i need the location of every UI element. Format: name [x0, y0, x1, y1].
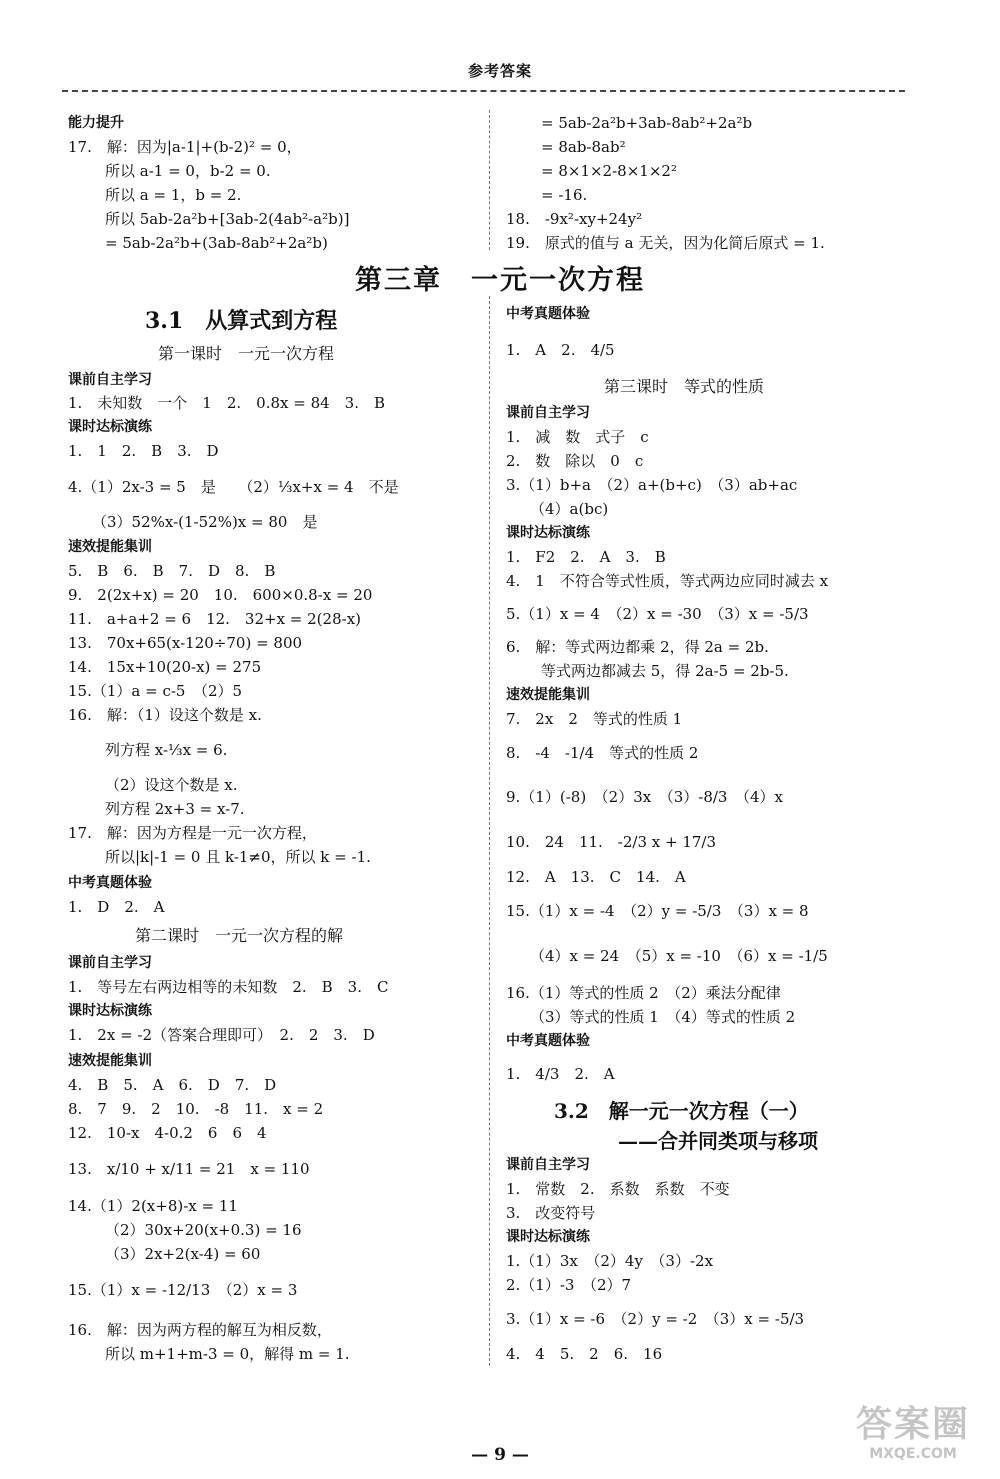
section-heading: 课前自主学习 — [506, 405, 590, 421]
answer-line: 1. D 2. A — [68, 898, 165, 916]
answer-line: 12. 10-x 4-0.2 6 6 4 — [68, 1124, 267, 1142]
answer-line: 12. A 13. C 14. A — [506, 868, 686, 886]
answer-line: 14.（1）2(x+8)-x = 11 — [68, 1197, 238, 1215]
answer-line: 所以 5ab-2a²b+[3ab-2(4ab²-a²b)] — [105, 210, 350, 228]
answer-line: 4. 1 不符合等式性质，等式两边应同时减去 x — [506, 572, 829, 590]
answer-line: 11. a+a+2 = 6 12. 32+x = 2(28-x) — [68, 610, 362, 628]
lesson-title: 3.1 从算式到方程 — [145, 308, 338, 334]
answer-line: 17. 解：因为|a-1|+(b-2)² = 0， — [68, 138, 302, 156]
answer-line: 1. 等号左右两边相等的未知数 2. B 3. C — [68, 978, 389, 996]
watermark-text: 答案圈 — [855, 1404, 970, 1445]
answer-line: 4. B 5. A 6. D 7. D — [68, 1076, 277, 1094]
answer-line: 列方程 x-⅓x = 6. — [105, 741, 228, 759]
answer-line: 1.（1）3x （2）4y （3）-2x — [506, 1252, 714, 1270]
section-heading: 中考真题体验 — [506, 1033, 590, 1049]
answer-line: 列方程 2x+3 = x-7. — [105, 800, 245, 818]
answer-line: 17. 解：因为方程是一元一次方程， — [68, 824, 317, 842]
answer-line: 2. 数 除以 0 c — [506, 452, 644, 470]
column-divider — [489, 296, 490, 1366]
column-divider-top — [489, 110, 490, 250]
section-heading: 速效提能集训 — [506, 687, 590, 703]
answer-line: 8. -4 -1/4 等式的性质 2 — [506, 744, 699, 762]
answer-line: 1. F2 2. A 3. B — [506, 548, 666, 566]
lesson-title: ——合并同类项与移项 — [618, 1129, 818, 1153]
page-number: — 9 — — [471, 1445, 529, 1465]
answer-line: = -16. — [541, 186, 588, 204]
answer-line: 1. 减 数 式子 c — [506, 428, 649, 446]
watermark-site: MXQE.COM — [869, 1446, 957, 1462]
section-heading: 中考真题体验 — [506, 306, 590, 322]
answer-line: 1. 常数 2. 系数 系数 不变 — [506, 1180, 730, 1198]
watermark-logo — [838, 1405, 988, 1469]
answer-line: 5.（1）x = 4 （2）x = -30 （3）x = -5/3 — [506, 605, 809, 623]
page-header: 参考答案 — [467, 62, 532, 80]
answer-line: 所以|k|-1 = 0 且 k-1≠0，所以 k = -1. — [105, 848, 371, 866]
answer-line: = 5ab-2a²b+3ab-8ab²+2a²b — [541, 114, 753, 132]
answer-line: 6. 解：等式两边都乘 2，得 2a = 2b. — [506, 638, 769, 656]
answer-line: 所以 a-1 = 0，b-2 = 0. — [105, 162, 271, 180]
answer-line: （3）2x+2(x-4) = 60 — [105, 1245, 261, 1263]
lesson-title: 第二课时 一元一次方程的解 — [135, 926, 344, 945]
answer-line: 16. 解：因为两方程的解互为相反数， — [68, 1321, 332, 1339]
answer-line: = 8×1×2-8×1×2² — [541, 162, 677, 180]
section-heading: 课时达标演练 — [506, 525, 590, 541]
answer-line: 等式两边都减去 5，得 2a-5 = 2b-5. — [541, 662, 789, 680]
answer-line: 1. 未知数 一个 1 2. 0.8x = 84 3. B — [68, 394, 386, 412]
answer-line: = 5ab-2a²b+(3ab-8ab²+2a²b) — [105, 234, 328, 252]
lesson-title: 第三课时 等式的性质 — [604, 377, 765, 396]
answer-line: 1. A 2. 4/5 — [506, 341, 615, 359]
answer-line: 16. 解：（1）设这个数是 x. — [68, 706, 262, 724]
section-heading: 速效提能集训 — [68, 1053, 152, 1069]
answer-line: 3.（1）b+a （2）a+(b+c) （3）ab+ac — [506, 476, 798, 494]
answer-line: 所以 m+1+m-3 = 0，解得 m = 1. — [105, 1345, 350, 1363]
section-heading: 课时达标演练 — [68, 419, 152, 435]
answer-line: 1. 4/3 2. A — [506, 1065, 615, 1083]
answer-line: （3）等式的性质 1 （4）等式的性质 2 — [530, 1008, 796, 1026]
answer-line: 13. 70x+65(x-120÷70) = 800 — [68, 634, 303, 652]
section-heading: 课时达标演练 — [68, 1003, 152, 1019]
section-heading: 课前自主学习 — [68, 955, 152, 971]
lesson-title: 第一课时 一元一次方程 — [158, 344, 335, 363]
answer-line: （2）30x+20(x+0.3) = 16 — [105, 1221, 302, 1239]
answer-line: 1. 1 2. B 3. D — [68, 442, 219, 460]
answer-line: 19. 原式的值与 a 无关，因为化简后原式 = 1. — [506, 234, 825, 252]
answer-line: 15.（1）x = -4 （2）y = -5/3 （3）x = 8 — [506, 902, 809, 920]
section-heading: 中考真题体验 — [68, 875, 152, 891]
answer-line: 4.（1）2x-3 = 5 是 （2）⅓x+x = 4 不是 — [68, 478, 399, 496]
answer-line: 15.（1）x = -12/13 （2）x = 3 — [68, 1281, 298, 1299]
answer-line: （3）52%x-(1-52%)x = 80 是 — [92, 513, 318, 531]
section-heading: 能力提升 — [68, 115, 124, 131]
answer-line: （4）a(bc) — [530, 500, 609, 518]
answer-line: 7. 2x 2 等式的性质 1 — [506, 710, 683, 728]
answer-line: 1. 2x = -2（答案合理即可） 2. 2 3. D — [68, 1026, 375, 1044]
section-heading: 速效提能集训 — [68, 539, 152, 555]
answer-line: 3. 改变符号 — [506, 1204, 596, 1222]
answer-line: 18. -9x²-xy+24y² — [506, 210, 643, 228]
answer-line: = 8ab-8ab² — [541, 138, 626, 156]
answer-line: 5. B 6. B 7. D 8. B — [68, 562, 276, 580]
answer-line: 4. 4 5. 2 6. 16 — [506, 1345, 663, 1363]
lesson-title: 3.2 解一元一次方程（一） — [554, 1099, 809, 1123]
answer-line: 15.（1）a = c-5 （2）5 — [68, 682, 243, 700]
answer-line: 13. x/10 + x/11 = 21 x = 110 — [68, 1160, 310, 1178]
section-heading: 课时达标演练 — [506, 1229, 590, 1245]
answer-line: 9.（1）(-8) （2）3x （3）-8/3 （4）x — [506, 788, 783, 806]
answer-line: 9. 2(2x+x) = 20 10. 600×0.8-x = 20 — [68, 586, 373, 604]
section-heading: 课前自主学习 — [68, 372, 152, 388]
answer-line: 3.（1）x = -6 （2）y = -2 （3）x = -5/3 — [506, 1310, 805, 1328]
chapter-title: 第三章 一元一次方程 — [355, 265, 645, 296]
answer-line: 14. 15x+10(20-x) = 275 — [68, 658, 262, 676]
answer-line: 2.（1）-3 （2）7 — [506, 1276, 632, 1294]
section-heading: 课前自主学习 — [506, 1157, 590, 1173]
header-rule — [62, 90, 905, 92]
answer-line: 所以 a = 1，b = 2. — [105, 186, 242, 204]
answer-line: （4）x = 24 （5）x = -10 （6）x = -1/5 — [530, 947, 828, 965]
answer-line: 8. 7 9. 2 10. -8 11. x = 2 — [68, 1100, 324, 1118]
answer-line: （2）设这个数是 x. — [105, 776, 238, 794]
answer-line: 16.（1）等式的性质 2 （2）乘法分配律 — [506, 984, 781, 1002]
answer-line: 10. 24 11. -2/3 x + 17/3 — [506, 833, 717, 851]
